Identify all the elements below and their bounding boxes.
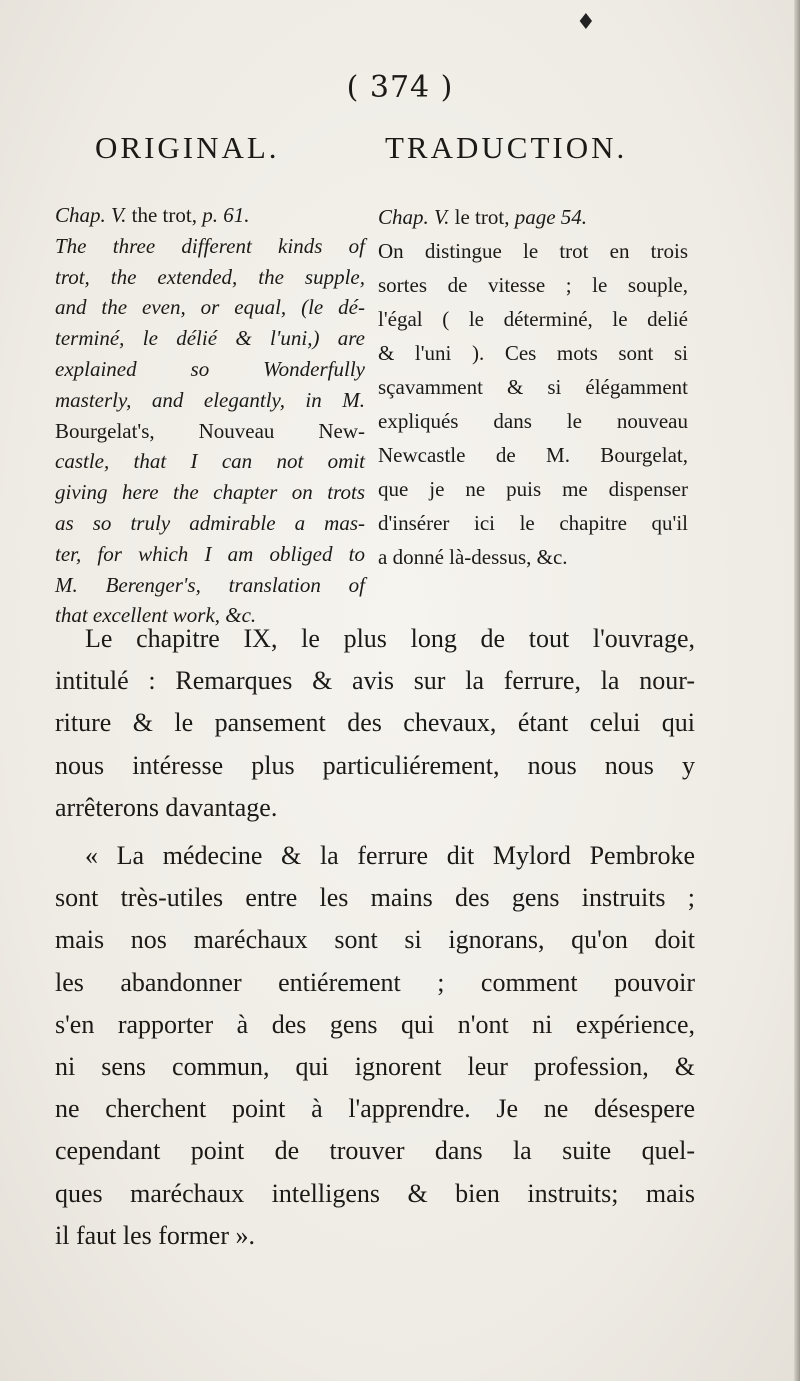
paragraph-line: « La médecine & la ferrure dit Mylord Pembroke (85, 841, 695, 871)
text-line: a donné là-dessus, &c. (378, 545, 568, 569)
paragraph-line: sont très-utiles entre les mains des gens instruits ; (55, 883, 695, 913)
page-edge (794, 0, 800, 1381)
text-line: sçavamment & si élégamment (378, 375, 688, 399)
text-line: ter, for which I am obliged to (55, 541, 365, 566)
paragraph-line: Le chapitre IX, le plus long de tout l'ouvrage, (85, 624, 695, 653)
original-column (55, 200, 365, 631)
text-line: castle, that I can not omit (55, 449, 365, 474)
paragraph-line: mais nos maréchaux sont si ignorans, qu'on doit (55, 925, 695, 955)
paragraph-line: les abandonner entiérement ; comment pouvoir (55, 967, 695, 997)
paragraph-line: ne cherchent point à l'apprendre. Je ne désespere (55, 1094, 695, 1124)
paragraph-line: nous intéresse plus particuliérement, nous nous y (55, 750, 695, 780)
text-line: as so truly admirable a mas- (55, 510, 365, 535)
chapter-reference: Chap. V. le trot, page 54. (378, 205, 588, 229)
body-text (55, 618, 695, 1257)
text-line: explained so Wonderfully (55, 356, 365, 381)
heading-original: ORIGINAL. (95, 130, 280, 165)
text-line: masterly, and elegantly, in M. (55, 387, 365, 412)
text-line: giving here the chapter on trots (55, 480, 365, 505)
text-line: Newcastle de M. Bourgelat, (378, 443, 688, 467)
paragraph-line: intitulé : Remarques & avis sur la ferrure, la nour- (55, 666, 695, 696)
text-line: sortes de vitesse ; le souple, (378, 273, 688, 297)
chapter-reference: Chap. V. the trot, p. 61. (55, 203, 250, 227)
text-line: d'insérer ici le chapitre qu'il (378, 511, 688, 535)
text-line: & l'uni ). Ces mots sont si (378, 341, 688, 365)
text-line: that excellent work, &c. (55, 603, 257, 628)
paragraph-line: cependant point de trouver dans la suite quel- (55, 1136, 695, 1166)
paragraph-line: s'en rapporter à des gens qui n'ont ni expérience, (55, 1009, 695, 1039)
text-line: and the even, or equal, (le dé- (55, 295, 365, 320)
page-number: ( 374 ) (346, 70, 454, 105)
text-line: expliqués dans le nouveau (378, 409, 688, 433)
paragraph-line: ques maréchaux intelligens & bien instruits; mais (55, 1178, 695, 1208)
text-line: Bourgelat's, Nouveau New- (55, 418, 365, 443)
text-line: The three different kinds of (55, 233, 365, 258)
translation-column (378, 200, 688, 574)
text-line: trot, the extended, the supple, (55, 264, 365, 289)
text-line: que je ne puis me dispenser (378, 477, 688, 501)
paragraph-line: ni sens commun, qui ignorent leur profession, & (55, 1052, 695, 1082)
paragraph-line: arrêterons davantage. (55, 792, 278, 822)
text-line: On distingue le trot en trois (378, 239, 688, 263)
paragraph-line: il faut les former ». (55, 1220, 255, 1250)
text-line: M. Berenger's, translation of (55, 572, 365, 597)
heading-traduction: TRADUCTION. (385, 130, 628, 165)
text-line: terminé, le délié & l'uni,) are (55, 326, 365, 351)
text-line: l'égal ( le déterminé, le delié (378, 307, 688, 331)
printer-mark: ♦ (576, 10, 596, 35)
paragraph-line: riture & le pansement des chevaux, étant celui qui (55, 708, 695, 738)
